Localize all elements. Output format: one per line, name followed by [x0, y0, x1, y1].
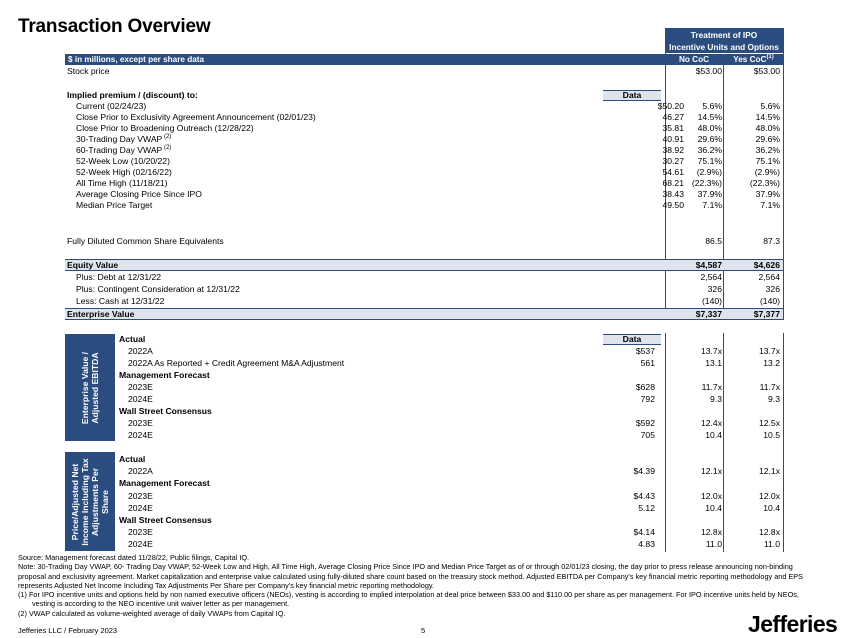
- bridge-row-yes-coc: (140): [759, 296, 780, 306]
- enterprise-value-row: Enterprise Value $7,337 $7,377: [65, 308, 783, 320]
- price-ni-row-label: 2024E: [128, 502, 153, 513]
- price-ni-row: [118, 465, 783, 477]
- ev-ebitda-row-label: 2024E: [128, 430, 153, 440]
- ev-ebitda-row-yes-coc: 12.5x: [758, 418, 780, 428]
- page-title: Transaction Overview: [18, 16, 211, 37]
- premium-row-yes-coc: (2.9%): [754, 167, 780, 177]
- ev-ebitda-row-yes-coc: 13.2: [763, 358, 780, 368]
- ev-ebitda-group-heading: Wall Street Consensus: [119, 406, 212, 416]
- price-ni-row-no-coc: 12.0x: [700, 490, 722, 501]
- premium-row-data: $50.20: [657, 101, 684, 111]
- premium-row-label: 60-Trading Day VWAP $^{(2)}$: [76, 145, 172, 155]
- ev-ebitda-row-no-coc: 13.1: [705, 358, 722, 368]
- source-note: Source: Management forecast dated 11/28/22, Public filings, Capital IQ.: [18, 553, 250, 562]
- units-label: $ in millions, except per share data: [68, 55, 205, 64]
- bridge-row-no-coc: (140): [701, 296, 722, 306]
- premium-row: [65, 200, 783, 211]
- premium-row: [65, 167, 783, 178]
- premium-row-no-coc: 14.5%: [697, 112, 722, 122]
- price-ni-group-heading: Management Forecast: [119, 478, 210, 489]
- premium-row-data: 54.61: [662, 167, 684, 177]
- ev-ebitda-row: [118, 405, 783, 417]
- stock-price-row: Stock price $53.00 $53.00: [67, 66, 780, 76]
- premium-row-yes-coc: 36.2%: [755, 145, 780, 155]
- jefferies-logo: Jefferies: [748, 611, 838, 637]
- bridge-row-yes-coc: 326: [765, 284, 780, 294]
- treatment-header: [665, 28, 783, 53]
- premium-row: [65, 134, 783, 145]
- ev-ebitda-row-data: 561: [640, 358, 655, 368]
- ev-ebitda-row-data: $628: [635, 382, 655, 392]
- premium-row-data: 40.91: [662, 134, 684, 144]
- premium-row-data: 49.50: [662, 200, 684, 210]
- ev-ebitda-row: [118, 369, 783, 381]
- ev-ebitda-row-label: 2023E: [128, 418, 153, 428]
- premium-row-label: Average Closing Price Since IPO: [76, 189, 202, 199]
- footnote-marker: (2): [162, 134, 172, 140]
- premium-row-no-coc: 7.1%: [702, 200, 722, 210]
- price-ni-row-yes-coc: 11.0: [763, 539, 780, 550]
- ev-ebitda-row: [118, 429, 783, 441]
- data-column-header: Data: [603, 334, 661, 345]
- premium-row-yes-coc: 37.9%: [755, 189, 780, 199]
- ev-ebitda-row-no-coc: 13.7x: [700, 346, 722, 356]
- ev-ebitda-row: [118, 381, 783, 393]
- price-ni-group-heading: Actual: [119, 454, 146, 464]
- premium-row-label: Median Price Target: [76, 200, 153, 210]
- bridge-row: [65, 284, 783, 295]
- ev-ebitda-row-data: $537: [635, 346, 655, 356]
- premium-row: [65, 145, 783, 156]
- premium-row: [65, 189, 783, 200]
- bridge-row-label: Plus: Debt at 12/31/22: [76, 272, 162, 282]
- premium-row: [65, 123, 783, 134]
- ev-ebitda-row: [118, 393, 783, 405]
- premium-row-yes-coc: 14.5%: [755, 112, 780, 122]
- premium-row-data: 38.92: [662, 145, 684, 155]
- premium-row: [65, 101, 783, 112]
- footnotes: [18, 553, 818, 618]
- ev-ebitda-row-label: 2022A As Reported + Credit Agreement M&A Adjustment: [128, 358, 345, 368]
- premium-row-yes-coc: (22.3%): [749, 178, 780, 188]
- price-ni-row-no-coc: 12.1x: [700, 466, 722, 477]
- premium-row-data: 30.27: [662, 156, 684, 166]
- price-ni-row-data: $4.14: [633, 527, 655, 538]
- premium-row-data: 46.27: [662, 112, 684, 122]
- premium-row: [65, 156, 783, 167]
- ev-ebitda-row: [118, 417, 783, 429]
- col-header-no-coc: No CoC: [678, 55, 709, 64]
- ev-ebitda-row-label: 2023E: [128, 382, 153, 392]
- price-ni-row-no-coc: 10.4: [705, 502, 722, 513]
- premium-row-label: 52-Week High (02/16/22): [76, 167, 172, 177]
- premium-row-no-coc: 29.6%: [697, 134, 722, 144]
- premium-row-no-coc: (22.3%): [691, 178, 722, 188]
- ev-ebitda-row-data: 705: [640, 430, 655, 440]
- col-header-yes-coc: Yes CoC$^{(1)}$: [733, 54, 774, 64]
- bridge-row-yes-coc: 2,564: [758, 272, 780, 282]
- ev-ebitda-row-label: 2022A: [128, 346, 153, 356]
- data-column-header: Data: [603, 90, 661, 101]
- premium-row-no-coc: (2.9%): [696, 167, 722, 177]
- ev-ebitda-row-yes-coc: 9.3: [768, 394, 780, 404]
- price-ni-row-label: 2022A: [128, 466, 153, 477]
- premium-heading-row: Implied premium / (discount) to:: [67, 90, 198, 100]
- ev-ebitda-group-heading: Actual: [119, 334, 146, 344]
- premium-row-label: Close Prior to Broadening Outreach (12/28/22): [76, 123, 254, 133]
- premium-row-no-coc: 75.1%: [697, 156, 722, 166]
- premium-row-data: 35.81: [662, 123, 684, 133]
- premium-row-label: 30-Trading Day VWAP $^{(2)}$: [76, 134, 172, 144]
- bridge-row-label: Less: Cash at 12/31/22: [76, 296, 165, 306]
- equity-value-row: Equity Value $4,587 $4,626: [65, 259, 783, 271]
- price-ni-group-heading: Wall Street Consensus: [119, 515, 212, 525]
- ev-ebitda-row-label: 2024E: [128, 394, 153, 404]
- ev-ebitda-side-label: Enterprise Value / Adjusted EBITDA: [65, 334, 115, 441]
- ev-ebitda-row-no-coc: 12.4x: [700, 418, 722, 428]
- price-ni-row-label: 2023E: [128, 527, 153, 538]
- treatment-header-line1: Treatment of IPO: [690, 30, 758, 40]
- page-number: 5: [421, 626, 426, 635]
- price-ni-row-data: 4.83: [638, 539, 655, 550]
- premium-row-yes-coc: 7.1%: [760, 200, 780, 210]
- price-ni-row-data: 5.12: [638, 502, 655, 513]
- premium-row-no-coc: 5.6%: [702, 101, 722, 111]
- premium-row-no-coc: 36.2%: [697, 145, 722, 155]
- ev-ebitda-row-no-coc: 11.7x: [701, 382, 722, 392]
- price-ni-row-label: 2024E: [128, 539, 153, 550]
- price-ni-row-yes-coc: 12.1x: [758, 466, 780, 477]
- price-ni-row: [118, 514, 783, 526]
- price-ni-row-yes-coc: 10.4: [763, 502, 780, 513]
- ev-ebitda-row-data: $592: [635, 418, 655, 428]
- bridge-row-no-coc: 2,564: [700, 272, 722, 282]
- ev-ebitda-row-no-coc: 10.4: [705, 430, 722, 440]
- ev-ebitda-row-no-coc: 9.3: [710, 394, 722, 404]
- general-note: Note: 30-Trading Day VWAP, 60- Trading Day VWAP, 52-Week Low and High, All Time High, Average Closing Price Since IPO and Median Price Target as of or through 02/01/23 closing, the day prior to press release announcing non-binding proposal and exclusivity agreement. Market capitalization and enterprise value calculated using fully-diluted share count based on the treasury stock method. Adjusted EBITDA per Company's key financial metric reporting methodology and EPS represents Adjusted Net Income Including Tax Adjustments Per Share per Company's key financial metric reporting methodology.: [18, 562, 804, 590]
- footnote-1: (1) For IPO incentive units and options held by non named executive officers (NEOs), vesting is according to implied interpolation at deal price between $33.00 and $110.00 per share as per management. For IPO incentive units held by NEOs, vesting is according to the NEO incentive unit waiver letter as per management.: [18, 590, 799, 609]
- price-ni-row-yes-coc: 12.8x: [758, 527, 780, 538]
- ev-ebitda-row-data: 792: [640, 394, 655, 404]
- price-ni-row-no-coc: 12.8x: [700, 527, 722, 538]
- column-divider: [783, 28, 784, 320]
- premium-row-data: 38.43: [662, 189, 684, 199]
- premium-row-label: 52-Week Low (10/20/22): [76, 156, 170, 166]
- price-ni-row-yes-coc: 12.0x: [758, 490, 780, 501]
- premium-row-no-coc: 48.0%: [697, 123, 722, 133]
- ev-ebitda-row-yes-coc: 10.5: [763, 430, 780, 440]
- premium-row-no-coc: 37.9%: [697, 189, 722, 199]
- bridge-row-no-coc: 326: [707, 284, 722, 294]
- price-ni-row: [118, 502, 783, 514]
- footer-text: Jefferies LLC / February 2023: [18, 626, 118, 635]
- footnote-2: (2) VWAP calculated as volume-weighted average of daily VWAPs from Capital IQ.: [18, 608, 286, 618]
- column-divider: [783, 333, 784, 552]
- premium-row: [65, 112, 783, 123]
- premium-row-label: All Time High (11/18/21): [76, 178, 168, 188]
- premium-row-data: 68.21: [662, 178, 684, 188]
- premium-row-yes-coc: 75.1%: [755, 156, 780, 166]
- price-ni-row-data: $4.39: [633, 466, 655, 477]
- price-ni-row-label: 2023E: [128, 490, 153, 501]
- ev-ebitda-group-heading: Management Forecast: [119, 370, 210, 380]
- bridge-row: [65, 296, 783, 307]
- price-ni-row: [118, 538, 783, 550]
- bridge-row-label: Plus: Contingent Consideration at 12/31/22: [76, 284, 240, 294]
- premium-row-label: Current (02/24/23): [76, 101, 147, 111]
- price-ni-row-no-coc: 11.0: [705, 539, 722, 550]
- price-ni-row: [118, 490, 783, 502]
- col-header-note: (1): [766, 54, 774, 60]
- price-ni-side-label: Price/Adjusted Net Income Including Tax Adjustments Per Share: [65, 452, 115, 551]
- premium-row-yes-coc: 29.6%: [755, 134, 780, 144]
- treatment-header-line2: Incentive Units and Options: [669, 42, 779, 52]
- ev-ebitda-row: [118, 345, 783, 357]
- ev-ebitda-row-yes-coc: 13.7x: [758, 346, 780, 356]
- premium-row: [65, 178, 783, 189]
- footnote-marker: (2): [162, 145, 172, 151]
- ev-ebitda-row: [118, 333, 783, 345]
- premium-row-yes-coc: 5.6%: [760, 101, 780, 111]
- premium-row-yes-coc: 48.0%: [755, 123, 780, 133]
- ev-ebitda-row-yes-coc: 11.7x: [759, 382, 780, 392]
- fully-diluted-row: Fully Diluted Common Share Equivalents 86.5 87.3: [67, 236, 780, 246]
- price-ni-row-data: $4.43: [633, 490, 655, 501]
- bridge-row: [65, 272, 783, 283]
- price-ni-row: [118, 453, 783, 465]
- ev-ebitda-row: [118, 357, 783, 369]
- price-ni-row: [118, 526, 783, 538]
- premium-row-label: Close Prior to Exclusivity Agreement Announcement (02/01/23): [76, 112, 316, 122]
- table-header-bar: [65, 54, 783, 65]
- price-ni-row: [118, 477, 783, 489]
